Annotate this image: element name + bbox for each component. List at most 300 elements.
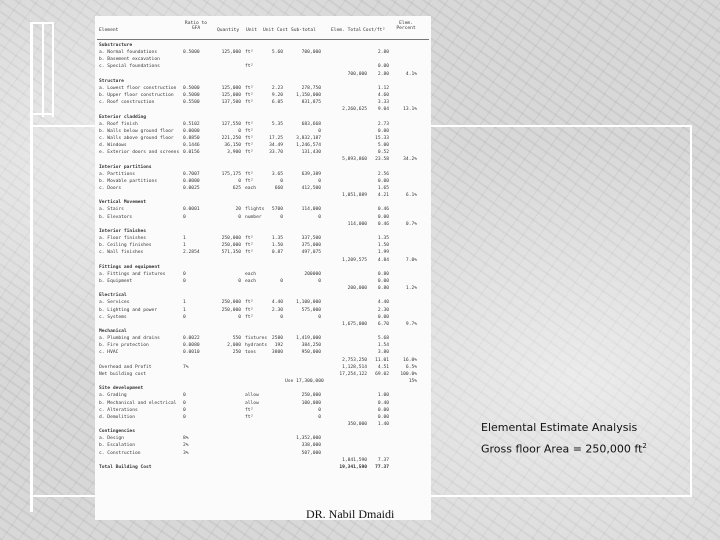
table-cell-unit: ft² — [245, 171, 254, 177]
frame-line-top-left — [30, 113, 54, 115]
header-rule — [97, 39, 429, 40]
table-cell-qty: 221,250 — [221, 135, 241, 141]
table-cell-st: 200000 — [304, 271, 321, 277]
table-cell-el: Interior finishes — [99, 228, 147, 234]
table-cell-unit: ft² — [245, 50, 254, 56]
table-cell-el: e. Exterior doors and screens — [99, 150, 180, 156]
table-cell-cft: 0.00 — [377, 128, 389, 134]
table-cell-st: 0 — [318, 407, 321, 413]
caption-gfa — [481, 437, 647, 459]
table-cell-el: a. Grading — [99, 393, 127, 399]
table-cell-gfa: 8% — [183, 436, 189, 442]
table-cell-gfa: 0 — [183, 400, 186, 406]
table-cell-st: 497,075 — [301, 250, 321, 256]
table-cell-gfa: 0 — [183, 214, 186, 220]
table-row — [95, 128, 431, 135]
table-row — [95, 271, 431, 278]
table-cell-st: 412,500 — [301, 186, 321, 191]
table-cell-unit: ft² — [245, 93, 254, 99]
table-section-row — [95, 292, 431, 299]
col-unit-cost: Unit Cost — [263, 28, 288, 33]
table-cell-unit: ft² — [245, 236, 254, 242]
table-cell-el: a. Roof finish — [99, 121, 138, 127]
table-cell-el: b. Lighting and power — [99, 307, 158, 313]
table-cell-st: 507,000 — [301, 450, 321, 456]
caption-gfa-exponent: 2 — [642, 442, 647, 450]
table-row — [95, 185, 431, 192]
table-cell-el: a. Partitions — [99, 171, 135, 177]
table-cell-et: 1,128,514 — [342, 364, 367, 370]
col-cost-ft2: Cost/ft² — [363, 28, 386, 33]
table-cell-cft: 4.21 — [377, 193, 389, 199]
table-cell-qty: 125,000 — [221, 93, 241, 99]
table-cell-gfa: 0.1446 — [183, 143, 200, 149]
table-cell-uc: 17.25 — [269, 135, 283, 141]
table-cell-el: c. Wall finishes — [99, 250, 144, 256]
table-row — [95, 249, 431, 256]
table-cell-el: Total Building Cost — [99, 464, 152, 470]
table-cell-cft: 2.73 — [377, 121, 389, 127]
table-cell-cft: 1.40 — [377, 421, 389, 427]
table-total-row — [95, 285, 431, 292]
table-cell-cft: 2.30 — [377, 307, 389, 313]
frame-line-top — [30, 22, 54, 24]
table-cell-el: a. Lowest floor construction — [99, 85, 177, 91]
table-cell-el: b. Mechanical and electrical — [99, 400, 177, 406]
table-cell-gfa: 1 — [183, 236, 186, 242]
table-cell-el: a. Plumbing and drains — [99, 336, 160, 342]
table-cell-unit: ft² — [245, 414, 254, 420]
table-row — [95, 442, 431, 449]
table-cell-gfa: 0.0001 — [183, 207, 200, 213]
col-unit: Unit — [246, 28, 258, 33]
table-cell-el: b. Walls below ground floor — [99, 128, 174, 134]
table-row — [95, 121, 431, 128]
table-cell-st: 114,000 — [301, 207, 321, 213]
table-cell-unit: ft² — [245, 407, 254, 413]
table-cell-cft: 6.70 — [377, 321, 389, 327]
table-cell-el: Contingencies — [99, 429, 135, 435]
table-cell-cft: 2.80 — [377, 71, 389, 77]
table-cell-gfa: 1 — [183, 243, 186, 249]
table-cell-qty: 250,000 — [221, 307, 241, 313]
table-row — [95, 99, 431, 106]
table-cell-unit: flights — [245, 207, 265, 213]
table-cell-uc: 3800 — [271, 350, 283, 356]
table-cell-unit: ft² — [245, 307, 254, 313]
table-total-row — [95, 221, 431, 228]
table-cell-cft: 0.80 — [377, 271, 389, 277]
table-cell-uc: 2.23 — [271, 85, 283, 91]
table-cell-el: b. Movable partitions — [99, 178, 158, 184]
table-cell-et: 5,893,860 — [342, 157, 367, 163]
table-cell-unit: allow — [245, 400, 259, 406]
table-cell-unit: ft² — [245, 243, 254, 249]
table-cell-cft: 69.02 — [375, 371, 389, 377]
table-cell-uc: 3.65 — [271, 171, 283, 177]
table-cell-el: b. Upper floor construction — [99, 93, 174, 99]
table-cell-cft: 0.00 — [377, 64, 389, 70]
table-section-row — [95, 228, 431, 235]
table-cell-gfa: 0 — [183, 393, 186, 399]
table-cell-gfa: 0.5000 — [183, 93, 200, 99]
frame-line-left-inner2 — [52, 22, 54, 117]
table-cell-el: a. Floor finishes — [99, 236, 147, 242]
table-cell-qty: 0 — [238, 128, 241, 134]
table-row — [95, 378, 431, 385]
table-cell-unit: ft² — [245, 300, 254, 306]
table-cell-uc: 1.50 — [271, 243, 283, 249]
table-row — [95, 206, 431, 213]
table-cell-unit: ft² — [245, 250, 254, 256]
table-cell-el: Interior partitions — [99, 164, 152, 170]
table-cell-st: 100,000 — [301, 400, 321, 406]
table-row — [95, 149, 431, 156]
slide-caption — [481, 419, 647, 459]
table-cell-uc: 2580 — [271, 336, 283, 342]
table-cell-el: Fittings and equipment — [99, 264, 160, 270]
table-cell-et: 1,841,590 — [342, 457, 367, 463]
table-cell-unit: fixtures — [245, 336, 268, 342]
table-cell-qty: 0 — [238, 214, 241, 220]
table-cell-unit: ft² — [245, 150, 254, 156]
table-cell-st: 3,832,187 — [296, 135, 321, 141]
table-row — [95, 335, 431, 342]
table-cell-el: a. Fittings and fixtures — [99, 271, 166, 277]
table-row — [95, 135, 431, 142]
table-cell-el: b. Escalation — [99, 443, 135, 449]
table-cell-et: 114,000 — [347, 221, 367, 227]
table-row — [95, 85, 431, 92]
table-cell-cft: 1.50 — [377, 243, 389, 249]
table-row — [95, 92, 431, 99]
table-cell-uc: 2.30 — [271, 307, 283, 313]
table-cell-qty: 137,500 — [221, 100, 241, 106]
table-cell-cft: 0.00 — [377, 407, 389, 413]
table-cell-pct: 1.2% — [405, 286, 417, 292]
table-cell-uc: 1.35 — [271, 236, 283, 242]
table-cell-uc: 5700 — [271, 207, 283, 213]
table-cell-uc: 0 — [280, 314, 283, 320]
table-total-row — [95, 192, 431, 199]
table-cell-cft: 0.52 — [377, 150, 389, 156]
table-section-row — [95, 164, 431, 171]
table-cell-uc: 660 — [274, 186, 283, 191]
table-total-row — [95, 421, 431, 428]
table-header — [95, 16, 431, 40]
table-total-row — [95, 321, 431, 328]
table-row — [95, 299, 431, 306]
table-row — [95, 307, 431, 314]
table-cell-unit: ft² — [245, 128, 254, 134]
table-cell-qty: 250 — [232, 350, 241, 356]
table-cell-cft: 3.80 — [377, 350, 389, 356]
table-cell-st: 250,000 — [301, 393, 321, 399]
table-cell-gfa: 0 — [183, 407, 186, 413]
table-cell-uc: 0 — [280, 178, 283, 184]
table-total-row — [95, 106, 431, 113]
table-cell-unit: ft² — [245, 135, 254, 141]
table-cell-pct: 0.7% — [405, 221, 417, 227]
table-cell-st: 278,750 — [301, 85, 321, 91]
table-cell-gfa: 0.8850 — [183, 135, 200, 141]
table-cell-qty: 36,150 — [224, 143, 241, 149]
table-cell-qty: 3,900 — [227, 150, 241, 156]
table-row — [95, 278, 431, 285]
table-cell-el: c. Doors — [99, 186, 122, 191]
table-cell-st: 831,875 — [301, 100, 321, 106]
table-cell-st: 0 — [318, 314, 321, 320]
table-cell-cft: 1.35 — [377, 236, 389, 242]
frame-line-right — [690, 125, 692, 497]
table-cell-st: 700,000 — [301, 50, 321, 56]
table-cell-et: 17,254,122 — [339, 371, 367, 377]
table-cell-pct: 6.5% — [405, 364, 417, 370]
table-cell-gfa: 0.0156 — [183, 150, 200, 156]
table-cell-qty: 250,000 — [221, 300, 241, 306]
table-cell-cft: 1.99 — [377, 250, 389, 256]
table-cell-st: 338,000 — [301, 443, 321, 449]
table-cell-et: 2,260,625 — [342, 107, 367, 113]
table-cell-cft: 0.00 — [377, 178, 389, 184]
col-ratio: Ratio to GFA — [184, 21, 208, 31]
table-cell-el: Mechanical — [99, 329, 127, 334]
table-cell-el: d. Windows — [99, 143, 127, 149]
table-cell-cft: 2.80 — [377, 50, 389, 56]
table-cell-el: c. Roof construction — [99, 100, 155, 106]
table-cell-gfa: 0.5500 — [183, 100, 200, 106]
table-row — [95, 349, 431, 356]
table-row — [95, 407, 431, 414]
table-cell-uc: 0 — [280, 278, 283, 284]
table-cell-el: b. Ceiling finishes — [99, 243, 152, 249]
footer-author: DR. Nabil Dmaidi — [306, 507, 395, 521]
table-cell-unit: tons — [245, 350, 257, 356]
table-cell-cft: 0.40 — [377, 400, 389, 406]
table-cell-st: 0 — [318, 214, 321, 220]
table-cell-uc: 4.40 — [271, 300, 283, 306]
table-cell-cft: 9.04 — [377, 107, 389, 113]
table-cell-el: Substructure — [99, 43, 133, 48]
table-total-row — [95, 457, 431, 464]
table-cell-cft: 0.00 — [377, 314, 389, 320]
table-cell-gfa: 1 — [183, 300, 186, 306]
table-cell-unit: number — [245, 214, 262, 220]
table-cell-unit: ft² — [245, 64, 254, 70]
table-cell-cft: 77.37 — [375, 464, 389, 470]
col-element: Element — [99, 28, 119, 33]
table-cell-gfa: 1 — [183, 307, 186, 313]
table-row — [95, 49, 431, 56]
caption-title: Elemental Estimate Analysis — [481, 421, 638, 434]
table-cell-el: c. Construction — [99, 450, 141, 456]
table-cell-qty: 127,550 — [221, 121, 241, 127]
table-cell-gfa: 0.5000 — [183, 50, 200, 56]
table-cell-uc: 9.20 — [271, 93, 283, 99]
table-cell-gfa: 0.5102 — [183, 121, 200, 127]
table-row — [95, 400, 431, 407]
table-cell-cft: 3.33 — [377, 100, 389, 106]
table-cell-cft: 11.01 — [375, 357, 389, 363]
table-cell-uc: 0.87 — [271, 250, 283, 256]
table-section-row — [95, 464, 431, 471]
table-cell-el: a. Stairs — [99, 207, 124, 213]
table-cell-pct: 100.0% — [400, 371, 417, 377]
table-cell-unit: ft² — [245, 314, 254, 320]
table-cell-el: c. Systems — [99, 314, 127, 320]
col-subtotal: Sub-total — [291, 28, 316, 33]
table-section-row — [95, 42, 431, 49]
table-section-row — [95, 199, 431, 206]
table-cell-et: 200,000 — [347, 286, 367, 292]
col-elem-percent: Elem. Percent — [396, 21, 416, 31]
table-cell-el: b. Elevators — [99, 214, 133, 220]
table-cell-cft: 1.12 — [377, 85, 389, 91]
table-cell-gfa: 0 — [183, 278, 186, 284]
table-cell-unit: ft² — [245, 85, 254, 91]
table-cell-qty: 0 — [238, 178, 241, 184]
table-cell-el: Electrical — [99, 293, 127, 299]
table-cell-st: 1,150,000 — [296, 93, 321, 99]
table-cell-qty: 175,175 — [221, 171, 241, 177]
table-cell-et: 2,753,250 — [342, 357, 367, 363]
table-cell-cft: 0.46 — [377, 207, 389, 213]
table-cell-unit: ft² — [245, 100, 254, 106]
table-cell-st: 0 — [318, 128, 321, 134]
table-section-row — [95, 428, 431, 435]
table-cell-el: b. Equipment — [99, 278, 133, 284]
table-cell-gfa: 0 — [183, 271, 186, 277]
table-row — [95, 242, 431, 249]
table-cell-unit: hydrants — [245, 343, 268, 349]
table-cell-st: 950,000 — [301, 350, 321, 356]
table-cell-st: 0 — [318, 178, 321, 184]
table-cell-cft: 4.84 — [377, 257, 389, 263]
table-total-row — [95, 71, 431, 78]
table-cell-gfa: 0.0025 — [183, 186, 200, 191]
table-row — [95, 235, 431, 242]
table-cell-pct: 15% — [408, 379, 417, 385]
table-cell-el: d. Demolition — [99, 414, 135, 420]
table-cell-uc: 5.35 — [271, 121, 283, 127]
table-row — [95, 63, 431, 70]
table-row — [95, 214, 431, 221]
table-cell-el: c. Alterations — [99, 407, 138, 413]
table-cell-el: c. Walls above ground floor — [99, 135, 174, 141]
table-cell-et: 1,051,889 — [342, 193, 367, 199]
table-cell-el: Site development — [99, 386, 144, 392]
table-cell-qty: 125,000 — [221, 85, 241, 91]
table-row — [95, 392, 431, 399]
table-cell-gfa: 0.0022 — [183, 336, 200, 342]
table-cell-cft: 5.68 — [377, 336, 389, 342]
table-cell-el: a. Normal foundations — [99, 50, 158, 56]
table-row — [95, 56, 431, 63]
table-total-row — [95, 156, 431, 163]
table-cell-qty: 20 — [235, 207, 241, 213]
table-cell-uc: 6.05 — [271, 100, 283, 106]
table-cell-et: 1,675,000 — [342, 321, 367, 327]
table-cell-et: 1,209,575 — [342, 257, 367, 263]
col-elem-total: Elem. Total — [331, 28, 362, 33]
table-total-row — [95, 357, 431, 364]
table-cell-cft: 1.00 — [377, 393, 389, 399]
table-cell-gfa: 0.0080 — [183, 343, 200, 349]
table-cell-cft: 1.54 — [377, 343, 389, 349]
table-cell-uc: 192 — [274, 343, 283, 349]
table-cell-st: 337,500 — [301, 236, 321, 242]
table-cell-cft: 1.65 — [377, 186, 389, 191]
table-section-row — [95, 264, 431, 271]
table-cell-cft: 0.46 — [377, 221, 389, 227]
table-cell-uc: 34.49 — [269, 143, 283, 149]
table-cell-el: Vertical Movement — [99, 200, 147, 206]
table-cell-cft: 0.00 — [377, 414, 389, 420]
table-cell-el: Overhead and Profit — [99, 364, 152, 370]
table-cell-gfa: 7% — [183, 364, 189, 370]
table-row — [95, 142, 431, 149]
table-cell-st: 1,246,574 — [296, 143, 321, 149]
table-cell-st: 0 — [318, 414, 321, 420]
table-cell-unit: ft² — [245, 121, 254, 127]
table-cell-el: Net building cost — [99, 371, 147, 377]
table-cell-gfa: 0.5000 — [183, 85, 200, 91]
frame-line-left-outer — [30, 22, 33, 512]
col-quantity: Quantity — [217, 28, 240, 33]
table-cell-el: a. Services — [99, 300, 130, 306]
table-section-row — [95, 114, 431, 121]
table-cell-unit: each — [245, 278, 257, 284]
table-cell-uc: 33.70 — [269, 150, 283, 156]
caption-gfa-text: Gross floor Area = 250,000 ft — [481, 442, 643, 456]
table-cell-unit: each — [245, 271, 257, 277]
table-cell-gfa: 0 — [183, 314, 186, 320]
table-cell-cft: 4.51 — [377, 364, 389, 370]
table-cell-uc: 5.60 — [271, 50, 283, 56]
table-cell-cft: 0.00 — [377, 214, 389, 220]
table-cell-el: c. Special foundations — [99, 64, 160, 70]
table-cell-el: b. Fire protection — [99, 343, 149, 349]
table-cell-cft: 15.33 — [375, 135, 389, 141]
table-cell-el: Structure — [99, 78, 124, 84]
table-section-row — [95, 385, 431, 392]
table-cell-unit: ft² — [245, 178, 254, 184]
table-cell-st: 639,389 — [301, 171, 321, 177]
table-cell-et: 350,000 — [347, 421, 367, 427]
table-row — [95, 178, 431, 185]
table-cell-qty: 0 — [238, 314, 241, 320]
table-cell-qty: 0 — [238, 278, 241, 284]
table-cell-et: 19,341,590 — [339, 464, 367, 470]
table-cell-cft: 0.80 — [377, 286, 389, 292]
table-cell-cft: 0.00 — [377, 278, 389, 284]
table-row — [95, 342, 431, 349]
table-cell-pct: 16.0% — [403, 357, 417, 363]
table-cell-gfa: 0.0000 — [183, 128, 200, 134]
table-cell-st: 0 — [318, 278, 321, 284]
table-cell-st: 575,000 — [301, 307, 321, 313]
table-cell-qty: 571,350 — [221, 250, 241, 256]
table-cell-qty: 625 — [232, 186, 241, 191]
table-cell-pct: 9.7% — [405, 321, 417, 327]
table-cell-qty: 250,000 — [221, 243, 241, 249]
table-cell-pct: 7.0% — [405, 257, 417, 263]
table-row — [95, 314, 431, 321]
table-row — [95, 435, 431, 442]
table-cell-qty: 125,000 — [221, 50, 241, 56]
table-cell-gfa: 0 — [183, 414, 186, 420]
table-cell-st: 1,352,000 — [296, 436, 321, 442]
